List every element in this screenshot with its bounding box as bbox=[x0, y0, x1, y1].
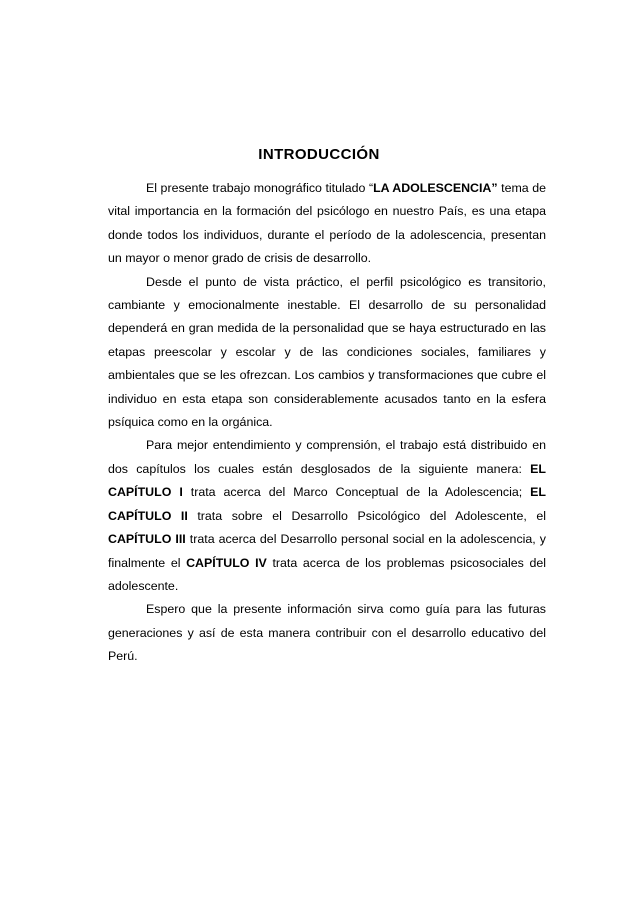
paragraph-3-intro: Para mejor entendimiento y comprensión, el trabajo está distribuido en dos capítulos los cuales están desglosados de la siguiente manera: bbox=[108, 438, 546, 476]
page-title: INTRODUCCIÓN bbox=[258, 146, 380, 163]
chapter-3-desc: trata acerca del Desarrollo personal social en la adolescencia, y finalmente el bbox=[108, 532, 546, 570]
paragraph-2: Desde el punto de vista práctico, el perfil psicológico es transitorio, cambiante y emocionalmente inestable. El desarrollo de su personalidad dependerá en gran medida de la personalidad que se haya estructurado en las etapas preescolar y escolar y de las condiciones sociales, familiares y ambientales que se les ofrezcan. Los cambios y transformaciones que cubre el individuo en esta etapa son considerablemente acusados tanto en la esfera psíquica como en la orgánica. bbox=[108, 274, 546, 430]
chapter-3-ref: CAPÍTULO III bbox=[108, 532, 186, 547]
chapter-1-ref: EL CAPÍTULO I bbox=[108, 461, 546, 500]
document-body bbox=[108, 177, 546, 669]
paragraph-1 bbox=[108, 177, 546, 271]
chapter-2-ref: EL CAPÍTULO II bbox=[108, 485, 547, 523]
paragraph-3 bbox=[108, 434, 546, 598]
paragraph-1-text-end: tema de vital importancia en la formación del psicólogo en nuestro País, es una etapa donde todos los individuos, durante el período de la adolescencia, presentan un mayor o menor grado de crisis de desarrollo. bbox=[108, 181, 546, 266]
work-title: LA ADOLESCENCIA” bbox=[373, 181, 498, 195]
chapter-1-desc: trata acerca del Marco Conceptual de la Adolescencia; bbox=[182, 485, 531, 500]
chapter-4-ref: CAPÍTULO IV bbox=[186, 555, 267, 570]
paragraph-1-text-start: El presente trabajo monográfico titulado “ bbox=[146, 181, 374, 195]
chapter-2-desc: trata sobre el Desarrollo Psicológico del Adolescente, el bbox=[187, 508, 546, 523]
paragraph-4: Espero que la presente información sirva como guía para las futuras generaciones y así de esta manera contribuir con el desarrollo educativo del Perú. bbox=[108, 602, 546, 664]
chapter-4-desc: trata acerca de los problemas psicosociales del adolescente. bbox=[108, 555, 546, 593]
